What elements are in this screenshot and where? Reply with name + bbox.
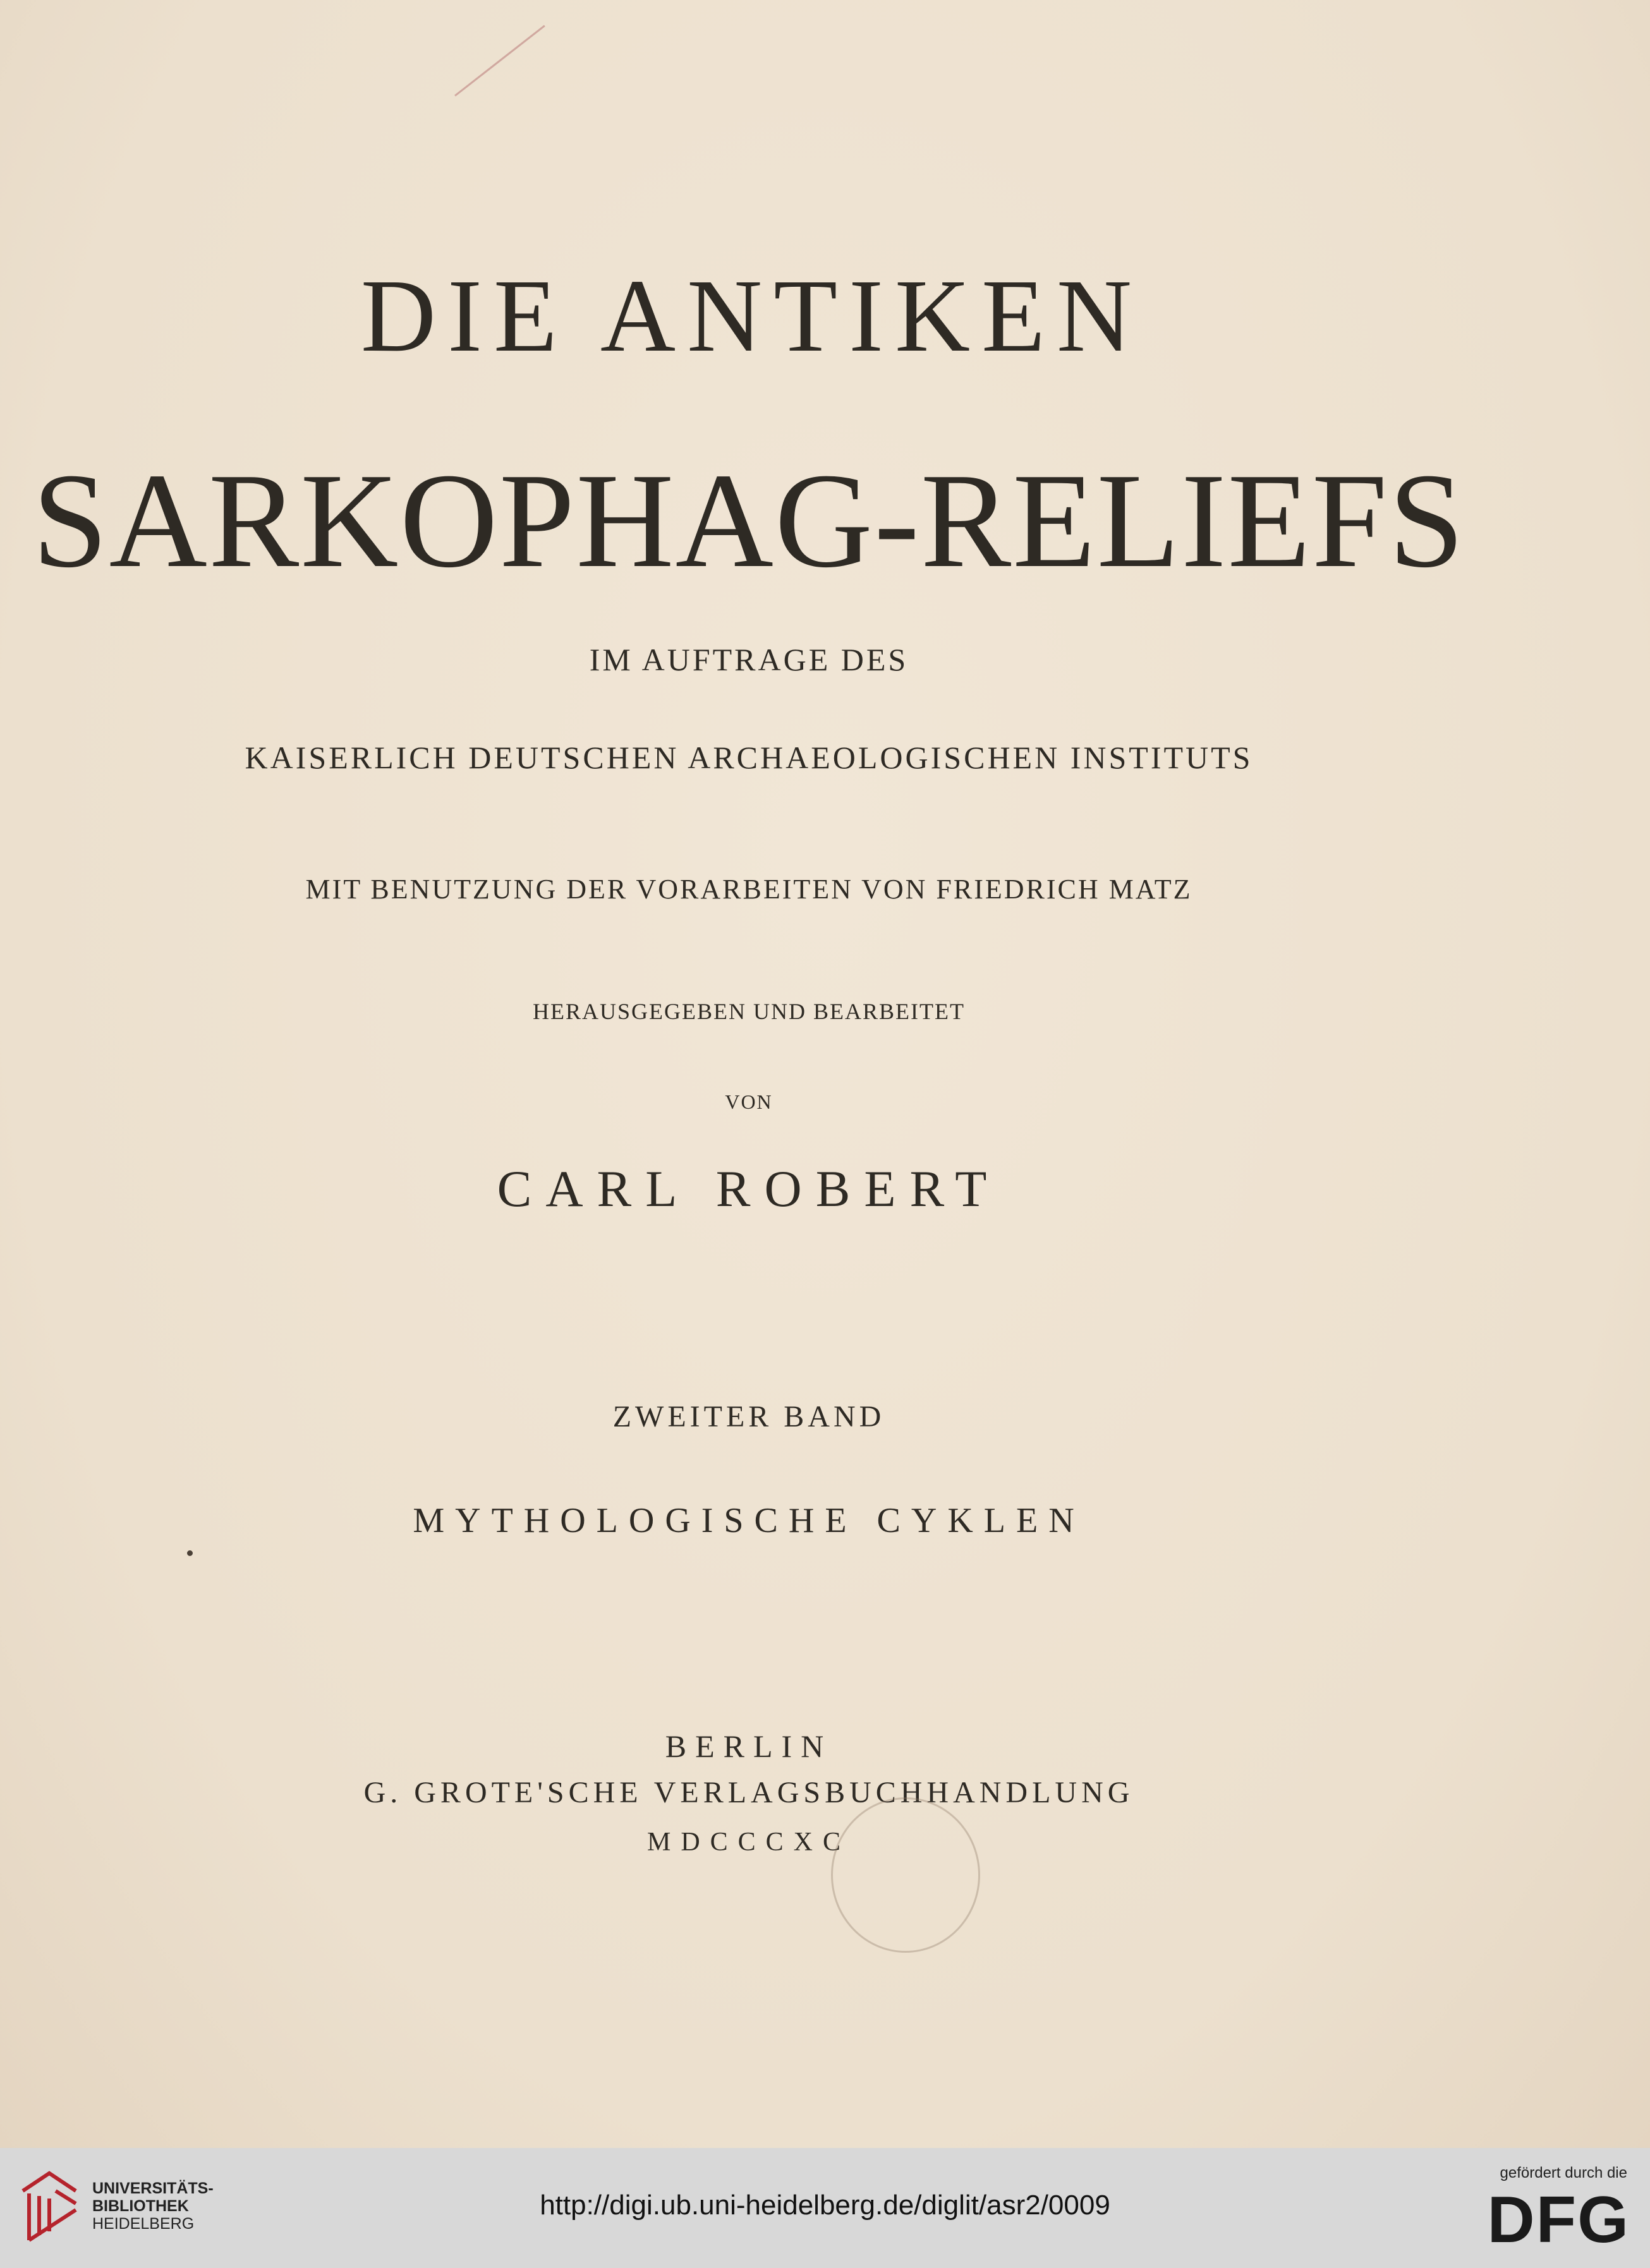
title-line-1: DIE ANTIKEN bbox=[360, 258, 1144, 373]
permalink-url[interactable]: http://digi.ub.uni-heidelberg.de/diglit/asr2/0009 bbox=[540, 2190, 1110, 2221]
author-name: CARL ROBERT bbox=[497, 1160, 1001, 1217]
by-line: VON bbox=[725, 1090, 773, 1113]
volume-number: ZWEITER BAND bbox=[612, 1400, 885, 1433]
paper-speck bbox=[187, 1550, 193, 1556]
funding-caption: gefördert durch die bbox=[1500, 2164, 1627, 2181]
institute-line: KAISERLICH DEUTSCHEN ARCHAEOLOGISCHEN INSTITUTS bbox=[245, 740, 1253, 775]
publication-year: MDCCCXC bbox=[646, 1828, 851, 1857]
preparatory-work-line: MIT BENUTZUNG DER VORARBEITEN VON FRIEDRICH MATZ bbox=[305, 874, 1192, 905]
dfg-logo: DFG bbox=[1487, 2183, 1630, 2257]
library-name-line-1: UNIVERSITÄTS- bbox=[92, 2180, 214, 2197]
commission-line: IM AUFTRAGE DES bbox=[589, 642, 909, 677]
title-line-2: SARKOPHAG-RELIEFS bbox=[32, 445, 1465, 596]
library-stamp bbox=[831, 1797, 980, 1953]
digitization-footer bbox=[0, 2148, 1650, 2268]
publisher: G. GROTE'SCHE VERLAGSBUCHHANDLUNG bbox=[363, 1776, 1134, 1809]
library-name-line-2: BIBLIOTHEK bbox=[92, 2197, 189, 2215]
volume-title: MYTHOLOGISCHE CYKLEN bbox=[413, 1501, 1085, 1540]
library-name-line-3: HEIDELBERG bbox=[92, 2215, 195, 2233]
paper-scratch-mark bbox=[454, 25, 545, 96]
publication-place: BERLIN bbox=[665, 1728, 833, 1764]
edited-line: HERAUSGEGEBEN UND BEARBEITET bbox=[533, 999, 965, 1024]
